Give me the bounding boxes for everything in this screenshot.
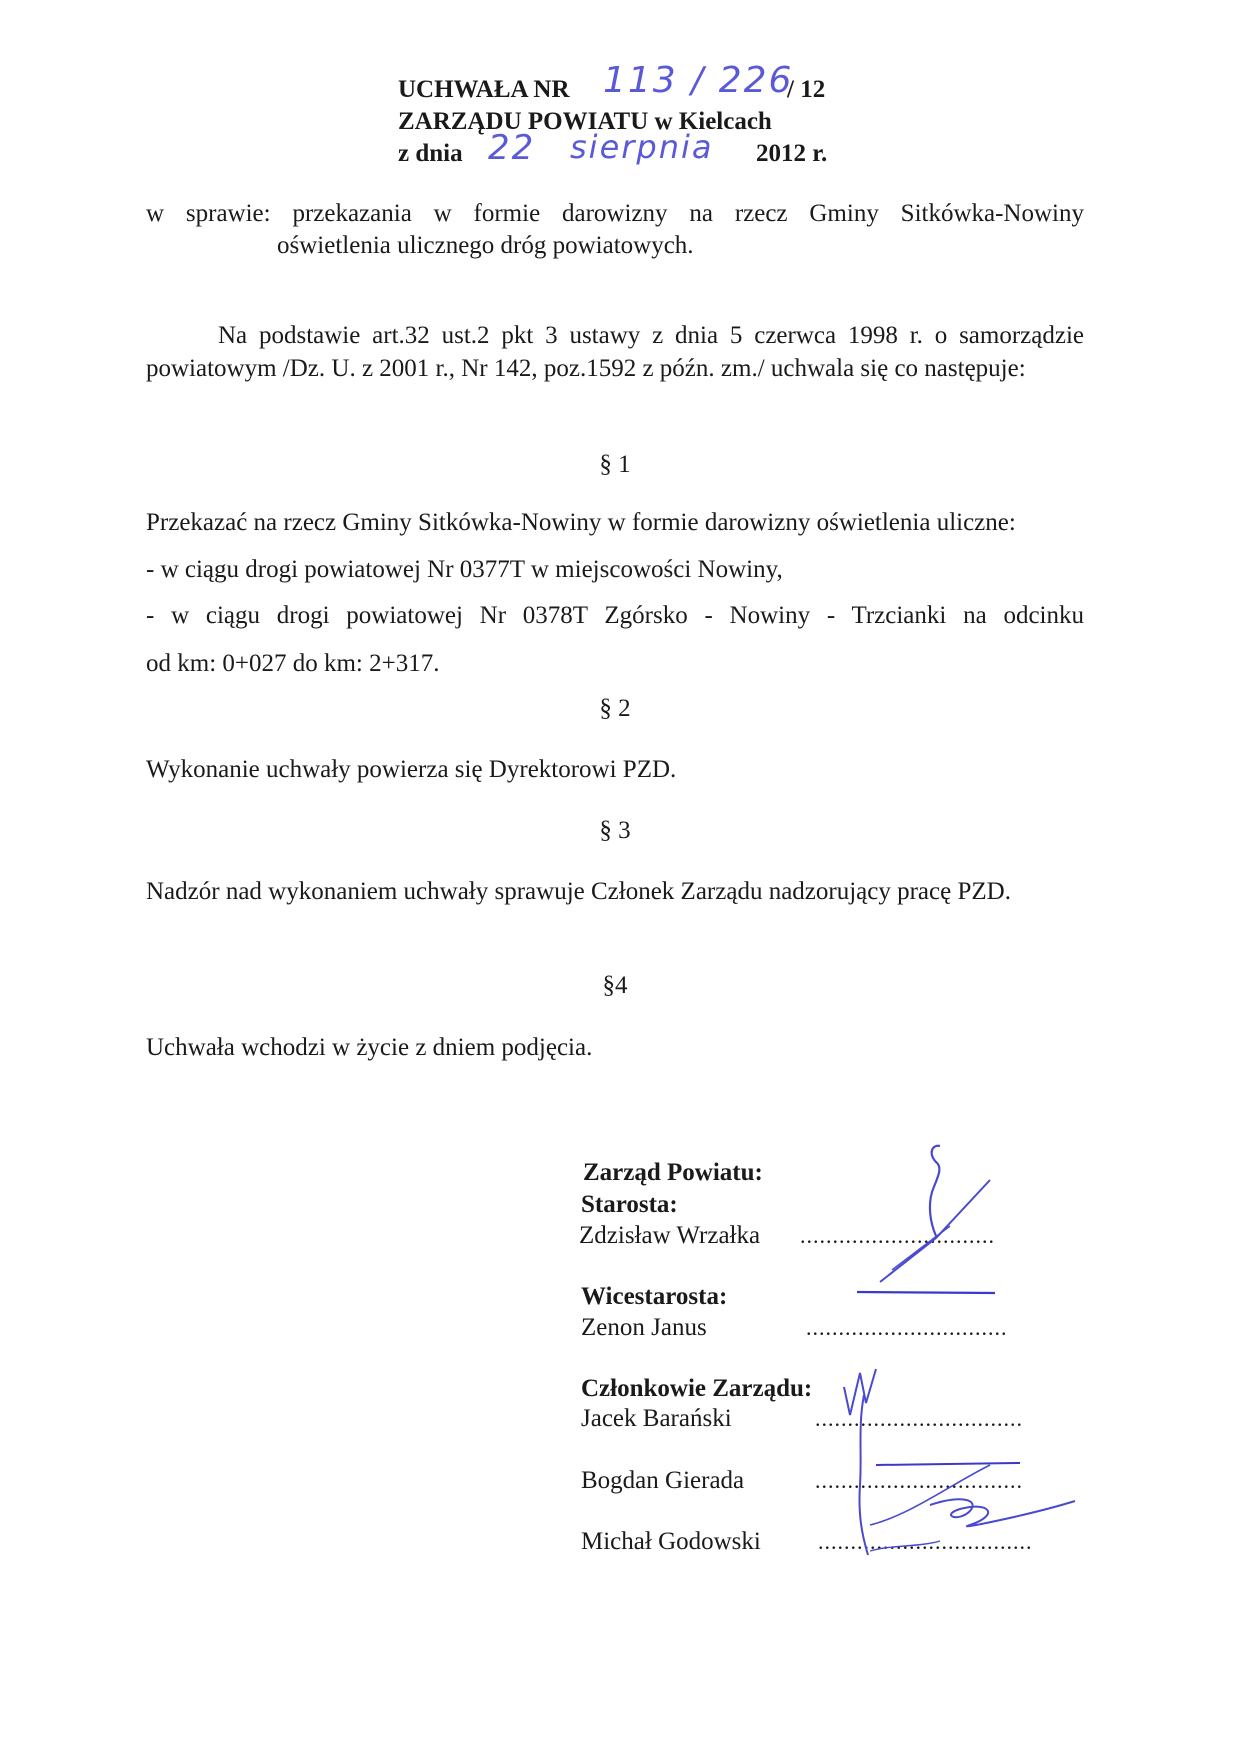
subject-line-1: w sprawie: przekazania w formie darowizny na rzecz Gminy Sitkówka-Nowiny [146,200,1084,227]
wicestarosta-signature-line: ............................... [806,1315,1008,1340]
section-2-symbol: § 2 [599,695,631,722]
section-3-symbol: § 3 [599,817,631,844]
wicestarosta-signature [855,1282,1005,1302]
starosta-signature-line: .............................. [800,1223,995,1248]
member-name: Michał Godowski [581,1528,761,1555]
wicestarosta-label: Wicestarosta: [581,1283,728,1310]
preamble [146,319,1084,385]
section-1-line-3: - w ciągu drogi powiatowej Nr 0378T Zgórsko - Nowiny - Trzcianki na odcinku [146,602,1084,629]
member-name: Jacek Barański [581,1405,732,1432]
handwritten-date-day: 22 [488,128,536,168]
section-4-symbol: §4 [602,972,628,999]
member-name: Bogdan Gierada [581,1467,745,1494]
member-signature-line: ................................ [815,1406,1023,1431]
section-1-line-2: - w ciągu drogi powiatowej Nr 0377T w miejscowości Nowiny, [146,556,783,583]
handwritten-resolution-number: 113 / 226 [603,60,794,101]
section-1-line-1: Przekazać na rzecz Gminy Sitkówka-Nowiny w formie darowizny oświetlenia uliczne: [146,509,1016,536]
section-1-line-4: od km: 0+027 do km: 2+317. [146,650,440,677]
board-label: Zarząd Powiatu: [583,1159,763,1186]
resolution-title-prefix: UCHWAŁA NR [398,76,570,103]
section-1-symbol: § 1 [599,451,631,478]
members-label: Członkowie Zarządu: [581,1375,813,1402]
members-signatures [830,1365,1080,1565]
date-prefix: z dnia [398,140,463,167]
date-year: 2012 r. [756,140,828,167]
starosta-signature [840,1140,1000,1290]
wicestarosta-name: Zenon Janus [581,1314,707,1341]
preamble-text: Na podstawie art.32 ust.2 pkt 3 ustawy z dnia 5 czerwca 1998 r. o samorządzie powiatowym /Dz. U. z 2001 r., Nr 142, poz.1592 z późn. zm./ uchwala się co następuje: [146,322,1084,382]
section-3-line-1: Nadzór nad wykonaniem uchwały sprawuje Członek Zarządu nadzorujący pracę PZD. [146,878,1011,905]
board-name: ZARZĄDU POWIATU w Kielcach [398,108,772,135]
subject-line-2: oświetlenia ulicznego dróg powiatowych. [277,232,694,259]
member-signature-line: ................................ [815,1468,1023,1493]
member-signature-line: ................................. [818,1529,1033,1554]
section-4-line-1: Uchwała wchodzi w życie z dniem podjęcia. [146,1034,593,1061]
starosta-label: Starosta: [581,1191,678,1218]
resolution-title-suffix: / 12 [787,76,826,103]
handwritten-date-month: sierpnia [570,128,714,166]
section-2-line-1: Wykonanie uchwały powierza się Dyrektorowi PZD. [146,756,677,783]
starosta-name: Zdzisław Wrzałka [579,1222,761,1249]
